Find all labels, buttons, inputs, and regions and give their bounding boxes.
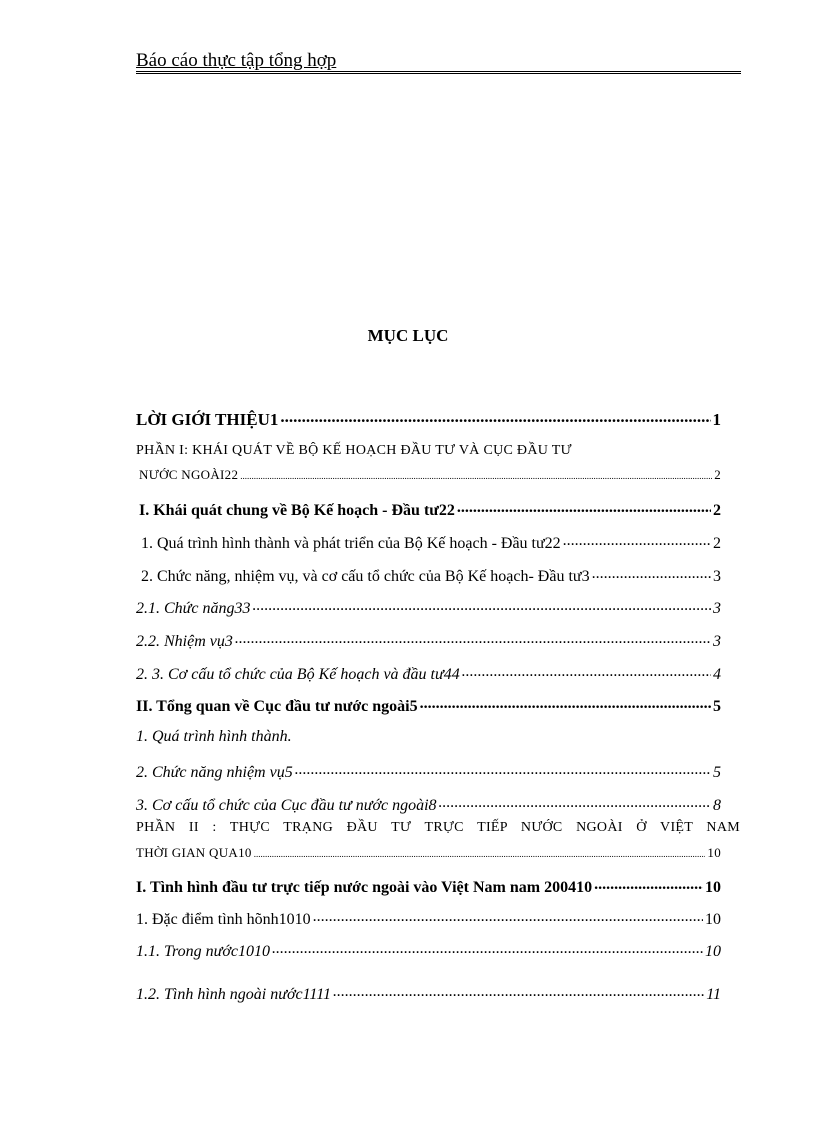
dot-leader	[253, 597, 712, 613]
toc-page-number: 10	[707, 845, 721, 860]
dot-leader	[462, 663, 711, 679]
dot-leader	[420, 695, 711, 711]
toc-entry-section-2-1[interactable]	[136, 728, 721, 746]
toc-page-number: 10	[705, 911, 721, 928]
toc-entry-text: 1.1. Trong nước1010	[136, 943, 271, 960]
toc-entry-section-2-2[interactable]	[136, 761, 721, 782]
header-text: Báo cáo thực tập tổng hợp	[136, 50, 337, 71]
dot-leader	[240, 470, 712, 479]
toc-page-number: 2	[713, 502, 721, 519]
toc-entry-text: PHẦN I: KHÁI QUÁT VỀ BỘ KẾ HOẠCH ĐẦU TƯ VÀ CỤC ĐẦU TƯ	[136, 443, 572, 458]
toc-entry-part2-section-1[interactable]	[136, 876, 721, 897]
toc-entry-part2-section-1-1[interactable]	[136, 908, 721, 929]
dot-leader	[457, 499, 711, 515]
toc-page-number: 10	[705, 943, 721, 960]
dot-leader	[280, 408, 710, 425]
dot-leader	[235, 630, 711, 646]
dot-leader	[313, 908, 703, 924]
toc-entry-section-1-2[interactable]	[141, 565, 721, 586]
toc-entry-section-1-2-2[interactable]	[136, 630, 721, 651]
toc-entry-text: I. Tình hình đầu tư trực tiếp nước ngoài vào Việt Nam nam 200410	[136, 879, 593, 896]
toc-entry-text: 3. Cơ cấu tổ chức của Cục đầu tư nước ngoài8	[136, 797, 437, 814]
dot-leader	[272, 940, 703, 956]
toc-page-number: 3	[713, 600, 721, 617]
toc-entry-part2[interactable]	[136, 820, 740, 861]
toc-page-number: 10	[705, 879, 721, 896]
toc-entry-text: THỜI GIAN QUA10	[136, 845, 252, 860]
toc-entry-text: LỜI GIỚI THIỆU1	[136, 410, 279, 429]
toc-entry-section-2[interactable]	[136, 695, 721, 716]
toc-page-number: 8	[713, 797, 721, 814]
toc-page-number: 3	[713, 568, 721, 585]
toc-entry-text: 1. Quá trình hình thành.	[136, 728, 292, 745]
toc-page-number: 5	[713, 698, 721, 715]
dot-leader	[254, 848, 706, 857]
toc-entry-section-1-2-1[interactable]	[136, 597, 721, 618]
dot-leader	[563, 532, 711, 548]
toc-page-number: 2	[714, 467, 721, 482]
toc-entry-text: I. Khái quát chung về Bộ Kế hoạch - Đầu tư22	[139, 502, 455, 519]
toc-entry-part2-section-1-1-1[interactable]	[136, 940, 721, 961]
dot-leader	[439, 794, 711, 810]
toc-entry-intro[interactable]	[136, 408, 721, 430]
toc-page-number: 3	[713, 633, 721, 650]
toc-page-number: 11	[706, 986, 721, 1003]
toc-page-number: 1	[712, 410, 721, 429]
dot-leader	[333, 983, 704, 999]
toc-entry-section-1[interactable]	[139, 499, 721, 520]
dot-leader	[295, 761, 711, 777]
toc-entry-text: II. Tổng quan về Cục đầu tư nước ngoài5	[136, 698, 418, 715]
toc-entry-text: 1.2. Tình hình ngoài nước1111	[136, 986, 332, 1003]
toc-entry-text: 2. Chức năng nhiệm vụ5	[136, 764, 293, 781]
toc-page-number: 4	[713, 666, 721, 683]
toc-entry-text: 2.2. Nhiệm vụ3	[136, 633, 233, 650]
toc-entry-text: 2.1. Chức năng33	[136, 600, 251, 617]
toc-page-number: 2	[713, 535, 721, 552]
toc-entry-section-1-2-3[interactable]	[136, 663, 721, 684]
toc-entry-text: 2. 3. Cơ cấu tổ chức của Bộ Kế hoạch và đầu tư44	[136, 666, 460, 683]
toc-entry-text: 1. Đặc điểm tình hõnh1010	[136, 911, 311, 928]
toc-entry-text: PHẦN II : THỰC TRẠNG ĐẦU TƯ TRỰC TIẾP NƯỚC NGOÀI Ở VIỆT NAM	[136, 820, 740, 835]
toc-entry-section-1-1[interactable]	[141, 532, 721, 553]
dot-leader	[594, 876, 703, 892]
toc-entry-part1[interactable]	[136, 443, 721, 483]
toc-entry-text: 2. Chức năng, nhiệm vụ, và cơ cấu tổ chức của Bộ Kế hoạch- Đầu tư3	[141, 568, 590, 585]
toc-entry-part2-section-1-1-2[interactable]	[136, 983, 721, 1004]
toc-entry-text: NƯỚC NGOÀI22	[139, 467, 239, 482]
toc-entry-text: 1. Quá trình hình thành và phát triển của Bộ Kế hoạch - Đầu tư22	[141, 535, 561, 552]
toc-entry-section-2-3[interactable]	[136, 794, 721, 815]
page-header	[136, 50, 741, 74]
toc-page-number: 5	[713, 764, 721, 781]
toc-title: MỤC LỤC	[367, 326, 449, 345]
dot-leader	[592, 565, 711, 581]
